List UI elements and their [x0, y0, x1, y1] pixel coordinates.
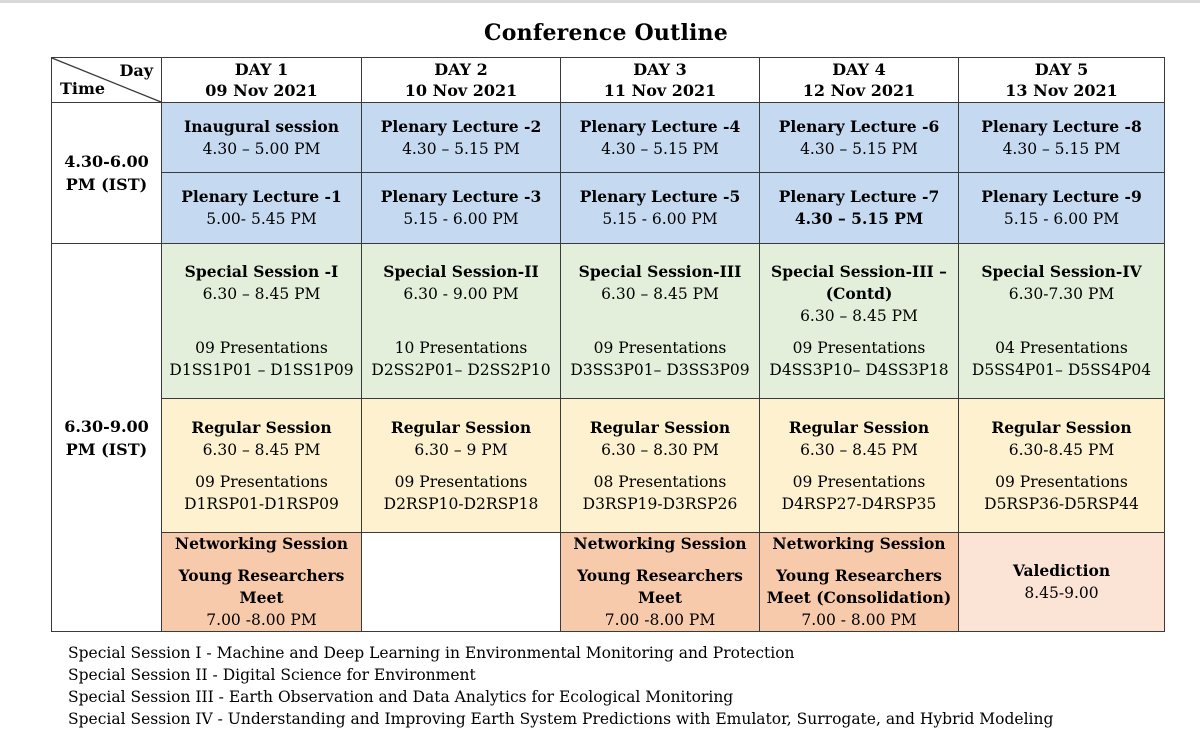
- day-header-5: [959, 58, 1165, 103]
- day-date: 09 Nov 2021: [205, 81, 318, 100]
- schedule-cell: [162, 103, 362, 173]
- session-subtitle-2: Meet: [239, 588, 284, 607]
- session-title: Special Session-III –: [771, 262, 947, 281]
- presentation-count: 10 Presentations: [394, 339, 528, 357]
- presentation-count: 09 Presentations: [593, 339, 727, 357]
- presentation-count: 09 Presentations: [195, 472, 328, 491]
- presentation-codes: D5RSP36-D5RSP44: [984, 494, 1139, 513]
- session-time: 6.30 – 8.30 PM: [601, 440, 719, 459]
- networking-row: [52, 533, 1165, 632]
- day-label: DAY 4: [832, 60, 886, 79]
- presentation-count: 09 Presentations: [394, 472, 528, 491]
- schedule-cell: [959, 244, 1165, 399]
- schedule-cell: [561, 533, 760, 632]
- day-header-3: [561, 58, 760, 103]
- session-subtitle: Young Researchers: [577, 566, 743, 585]
- session-time: 6.30-8.45 PM: [1008, 440, 1115, 459]
- presentation-codes: D4SS3P10– D4SS3P18: [769, 361, 949, 379]
- session-title: Regular Session: [191, 417, 332, 437]
- day-header-2: [362, 58, 561, 103]
- presentation-count: 04 Presentations: [995, 339, 1128, 357]
- session-title: Networking Session: [573, 534, 747, 553]
- schedule-cell: [162, 173, 362, 244]
- session-time: 7.00 -8.00 PM: [604, 611, 716, 629]
- session-title: Networking Session: [772, 534, 946, 553]
- session-title: Plenary Lecture -6: [778, 116, 940, 136]
- session-title: Plenary Lecture -1: [181, 187, 342, 206]
- presentation-codes: D1RSP01-D1RSP09: [184, 494, 339, 513]
- session-title: Plenary Lecture -8: [981, 116, 1142, 136]
- presentation-count: 09 Presentations: [995, 472, 1128, 491]
- session-time: 7.00 -8.00 PM: [206, 611, 317, 629]
- session-title-continued: (Contd): [825, 284, 893, 303]
- schedule-cell: [162, 399, 362, 533]
- page-title: Conference Outline: [484, 20, 728, 46]
- session-title: Plenary Lecture -2: [380, 116, 542, 136]
- empty-cell: [362, 533, 561, 632]
- schedule-cell: [959, 399, 1165, 533]
- session-title: Special Session-IV: [981, 262, 1142, 281]
- session-title: Special Session-III: [578, 262, 742, 281]
- time-slot-label: 4.30-6.00 PM (IST): [64, 152, 149, 194]
- presentation-codes: D1SS1P01 – D1SS1P09: [169, 361, 354, 379]
- day-date: 10 Nov 2021: [404, 81, 518, 100]
- presentation-codes: D4RSP27-D4RSP35: [781, 494, 937, 513]
- presentation-count: 08 Presentations: [593, 472, 727, 491]
- session-time: 6.30 – 8.45 PM: [800, 440, 918, 459]
- schedule-cell: [959, 533, 1165, 632]
- schedule-cell: [561, 399, 760, 533]
- schedule-cell: [760, 244, 959, 399]
- session-title: Valediction: [1012, 561, 1111, 580]
- session-title: Plenary Lecture -5: [579, 187, 741, 206]
- day-label: DAY 2: [434, 60, 488, 79]
- schedule-cell: [760, 533, 959, 632]
- session-subtitle-2: Meet: [637, 588, 683, 607]
- schedule-cell: [561, 173, 760, 244]
- day-date: 12 Nov 2021: [802, 81, 916, 100]
- session-time: 4.30 – 5.15 PM: [794, 209, 924, 228]
- note-line: Special Session I - Machine and Deep Learning in Environmental Monitoring and Protection: [68, 644, 795, 662]
- session-time: 6.30 – 9 PM: [414, 440, 508, 459]
- session-time: 6.30 – 8.45 PM: [202, 285, 321, 303]
- plenary-row-1: [52, 103, 1165, 173]
- schedule-cell: [561, 244, 760, 399]
- session-subtitle-2: Meet (Consolidation): [766, 588, 952, 607]
- session-time: 7.00 - 8.00 PM: [801, 611, 917, 629]
- session-title: Plenary Lecture -9: [981, 187, 1142, 206]
- session-time: 6.30 - 9.00 PM: [403, 285, 519, 303]
- schedule-cell: [162, 244, 362, 399]
- day-date: 11 Nov 2021: [603, 81, 717, 100]
- corner-time-label: Time: [60, 79, 106, 98]
- plenary-row-2: [52, 173, 1165, 244]
- conference-outline-table: [51, 57, 1165, 632]
- day-label: DAY 5: [1034, 60, 1089, 79]
- session-title: Plenary Lecture -7: [778, 187, 940, 206]
- schedule-cell: [760, 103, 959, 173]
- session-time: 8.45-9.00: [1024, 584, 1099, 602]
- special-session-row: [52, 244, 1165, 399]
- session-time: 4.30 – 5.15 PM: [601, 139, 719, 158]
- day-header-1: [162, 58, 362, 103]
- day-label: DAY 3: [633, 60, 687, 79]
- session-time: 4.30 – 5.00 PM: [202, 139, 321, 158]
- day-date: 13 Nov 2021: [1005, 81, 1118, 100]
- presentation-count: 09 Presentations: [792, 339, 926, 357]
- presentation-codes: D2SS2P01– D2SS2P10: [371, 361, 551, 379]
- session-title: Regular Session: [390, 417, 532, 437]
- regular-session-row: [52, 399, 1165, 533]
- schedule-cell: [162, 533, 362, 632]
- day-label: DAY 1: [234, 60, 289, 79]
- session-title: Plenary Lecture -4: [579, 116, 741, 136]
- session-time: 5.15 - 6.00 PM: [403, 210, 519, 228]
- corner-day-label: Day: [119, 61, 153, 80]
- schedule-cell: [362, 244, 561, 399]
- session-time: 4.30 – 5.15 PM: [1002, 139, 1121, 158]
- corner-header-cell: [52, 58, 162, 103]
- time-slot-label: 6.30-9.00 PM (IST): [64, 416, 149, 459]
- session-time: 6.30-7.30 PM: [1008, 285, 1115, 303]
- session-subtitle: Young Researchers: [776, 566, 942, 585]
- presentation-codes: D5SS4P01– D5SS4P04: [971, 361, 1152, 379]
- session-title: Special Session -I: [184, 262, 339, 281]
- session-time: 6.30 – 8.45 PM: [202, 440, 321, 459]
- session-time: 4.30 – 5.15 PM: [402, 139, 520, 158]
- time-slot-cell-1: [52, 103, 162, 244]
- session-notes: [68, 642, 1053, 730]
- session-time: 4.30 – 5.15 PM: [800, 139, 918, 158]
- schedule-cell: [362, 173, 561, 244]
- note-line: Special Session II - Digital Science for Environment: [68, 666, 476, 684]
- session-time: 5.15 - 6.00 PM: [602, 210, 718, 228]
- presentation-codes: D3SS3P01– D3SS3P09: [570, 361, 750, 379]
- day-header-4: [760, 58, 959, 103]
- presentation-count: 09 Presentations: [195, 339, 328, 357]
- note-line: Special Session IV - Understanding and Improving Earth System Predictions with Emulator, Surrogate, and Hybrid Modeling: [68, 710, 1054, 728]
- schedule-cell: [561, 103, 760, 173]
- schedule-cell: [760, 399, 959, 533]
- session-time: 6.30 – 8.45 PM: [800, 307, 918, 325]
- session-title: Regular Session: [991, 417, 1132, 437]
- presentation-codes: D2RSP10-D2RSP18: [383, 494, 539, 513]
- schedule-cell: [959, 103, 1165, 173]
- schedule-cell: [362, 399, 561, 533]
- session-title: Regular Session: [788, 417, 930, 437]
- time-slot-cell-2: [52, 244, 162, 632]
- session-title: Regular Session: [589, 417, 731, 437]
- session-title: Special Session-II: [383, 262, 539, 281]
- session-title: Plenary Lecture -3: [380, 187, 542, 206]
- presentation-count: 09 Presentations: [792, 472, 926, 491]
- session-time: 6.30 – 8.45 PM: [601, 285, 719, 303]
- note-line: Special Session III - Earth Observation and Data Analytics for Ecological Monitoring: [68, 688, 734, 706]
- header-row: [52, 58, 1165, 103]
- session-subtitle: Young Researchers: [178, 566, 345, 585]
- schedule-cell: [959, 173, 1165, 244]
- session-time: 5.00- 5.45 PM: [206, 210, 317, 228]
- session-time: 5.15 - 6.00 PM: [1003, 210, 1120, 228]
- schedule-cell: [362, 103, 561, 173]
- presentation-codes: D3RSP19-D3RSP26: [582, 494, 738, 513]
- schedule-cell: [760, 173, 959, 244]
- session-title: Inaugural session: [184, 116, 339, 136]
- top-divider: [0, 0, 1200, 3]
- session-title: Networking Session: [174, 534, 349, 553]
